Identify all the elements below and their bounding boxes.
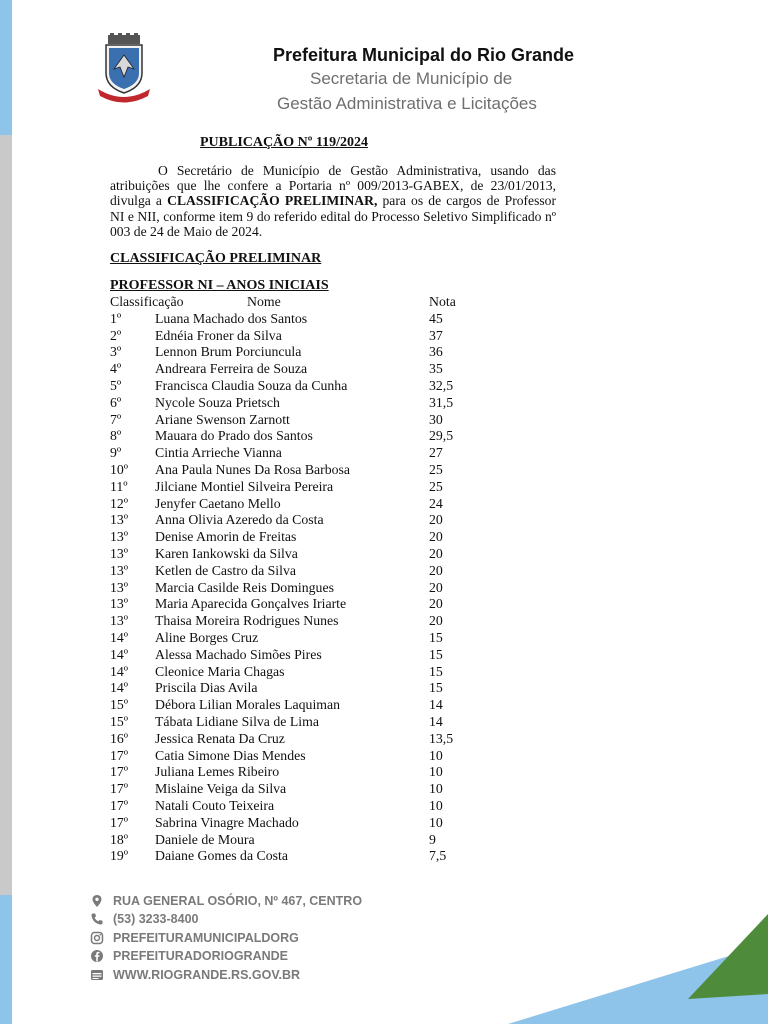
name-cell: Thaisa Moreira Rodrigues Nunes <box>155 613 339 629</box>
rank-cell: 14º <box>110 629 129 645</box>
page-title: Prefeitura Municipal do Rio Grande <box>273 45 575 65</box>
name-cell: Mislaine Veiga da Silva <box>155 781 287 797</box>
score-cell: 10 <box>429 764 443 780</box>
left-accent-bar-top <box>0 0 12 135</box>
rank-cell: 15º <box>110 713 129 729</box>
footer-address-text: RUA GENERAL OSÓRIO, Nº 467, CENTRO <box>113 894 363 908</box>
score-cell: 36 <box>429 344 443 360</box>
phone-icon <box>90 912 104 926</box>
rank-cell: 17º <box>110 781 129 797</box>
score-cell: 45 <box>429 310 443 326</box>
rank-cell: 10º <box>110 461 129 477</box>
name-cell: Nycole Souza Prietsch <box>155 394 280 410</box>
score-cell: 20 <box>429 545 443 561</box>
rank-cell: 17º <box>110 764 129 780</box>
name-cell: Juliana Lemes Ribeiro <box>155 764 280 780</box>
score-cell: 27 <box>429 445 443 461</box>
score-cell: 31,5 <box>429 394 454 410</box>
score-cell: 25 <box>429 478 443 494</box>
footer-website[interactable] <box>90 966 362 984</box>
rank-cell: 17º <box>110 747 129 763</box>
intro-text-part-1: O Secretário de Município de Gestão Administrativa, usando das atribuições que lhe confere a Portaria nº 009/2013-GABEX, de 23/01/2013, divulga a <box>110 163 556 209</box>
rank-cell: 8º <box>110 428 122 444</box>
score-cell: 29,5 <box>429 428 454 444</box>
column-header-rank: Classificação <box>110 294 184 309</box>
name-cell: Débora Lilian Morales Laquiman <box>155 697 341 713</box>
rank-cell: 17º <box>110 814 129 830</box>
rank-cell: 17º <box>110 797 129 813</box>
rank-cell: 16º <box>110 730 129 746</box>
name-cell: Denise Amorin de Freitas <box>155 529 297 545</box>
subsection-title: PROFESSOR NI – ANOS INICIAIS <box>110 278 329 293</box>
footer-contact <box>90 892 362 984</box>
score-cell: 10 <box>429 747 443 763</box>
score-cell: 32,5 <box>429 377 454 393</box>
name-cell: Jenyfer Caetano Mello <box>155 495 281 511</box>
name-cell: Ednéia Froner da Silva <box>155 327 282 343</box>
name-cell: Cintia Arrieche Vianna <box>155 445 282 461</box>
name-cell: Tábata Lidiane Silva de Lima <box>155 713 319 729</box>
rank-cell: 14º <box>110 646 129 662</box>
name-cell: Lennon Brum Porciuncula <box>155 344 302 360</box>
rank-cell: 13º <box>110 613 129 629</box>
score-cell: 20 <box>429 562 443 578</box>
score-cell: 15 <box>429 663 443 679</box>
left-accent-bar-middle <box>0 135 12 895</box>
name-cell: Ariane Swenson Zarnott <box>155 411 290 427</box>
name-cell: Ketlen de Castro da Silva <box>155 562 297 578</box>
header-subtitle-line-2: Gestão Administrativa e Licitações <box>277 94 537 113</box>
facebook-icon <box>90 949 104 963</box>
column-header-name: Nome <box>247 294 281 309</box>
section-title: CLASSIFICAÇÃO PRELIMINAR <box>110 251 322 266</box>
instagram-icon <box>90 931 104 945</box>
score-cell: 10 <box>429 814 443 830</box>
name-cell: Karen Iankowski da Silva <box>155 545 298 561</box>
footer-instagram[interactable] <box>90 929 362 947</box>
left-accent-bar-bottom <box>0 895 12 1024</box>
rank-cell: 7º <box>110 411 122 427</box>
name-cell: Luana Machado dos Santos <box>155 310 308 326</box>
rank-cell: 13º <box>110 529 129 545</box>
score-cell: 24 <box>429 495 443 511</box>
intro-text-part-2: para os de cargos de Professor NI e NII, conforme item 9 do referido edital do Processo Seletivo Simplificado nº 003 de 24 de Maio de 2024. <box>110 193 556 239</box>
footer-phone[interactable] <box>90 910 362 928</box>
name-cell: Andreara Ferreira de Souza <box>155 361 308 377</box>
municipal-crest-logo <box>96 33 152 103</box>
name-cell: Sabrina Vinagre Machado <box>155 814 299 830</box>
intro-text-bold: CLASSIFICAÇÃO PRELIMINAR, <box>167 193 378 209</box>
publication-title: PUBLICAÇÃO Nº 119/2024 <box>200 135 368 150</box>
score-cell: 13,5 <box>429 730 454 746</box>
score-cell: 20 <box>429 512 443 528</box>
rank-cell: 18º <box>110 831 129 847</box>
score-cell: 14 <box>429 697 443 713</box>
name-cell: Maria Aparecida Gonçalves Iriarte <box>155 596 347 612</box>
column-header-score: Nota <box>429 294 456 309</box>
rank-cell: 13º <box>110 596 129 612</box>
rank-cell: 1º <box>110 310 122 326</box>
rank-cell: 13º <box>110 512 129 528</box>
name-cell: Cleonice Maria Chagas <box>155 663 285 679</box>
intro-paragraph <box>110 163 556 239</box>
name-cell: Aline Borges Cruz <box>155 629 259 645</box>
name-cell: Natali Couto Teixeira <box>155 797 275 813</box>
rank-cell: 5º <box>110 377 122 393</box>
score-cell: 10 <box>429 797 443 813</box>
rank-cell: 14º <box>110 663 129 679</box>
footer-instagram-text: PREFEITURAMUNICIPALDORG <box>113 930 299 945</box>
score-cell: 7,5 <box>429 848 447 864</box>
score-cell: 15 <box>429 680 443 696</box>
score-cell: 14 <box>429 713 443 729</box>
footer-phone-text: (53) 3233-8400 <box>113 912 199 927</box>
rank-cell: 12º <box>110 495 129 511</box>
name-cell: Ana Paula Nunes Da Rosa Barbosa <box>155 461 351 477</box>
rank-cell: 13º <box>110 562 129 578</box>
score-cell: 25 <box>429 461 443 477</box>
score-cell: 15 <box>429 629 443 645</box>
rank-cell: 4º <box>110 361 122 377</box>
score-cell: 35 <box>429 361 443 377</box>
rank-cell: 2º <box>110 327 122 343</box>
rank-cell: 9º <box>110 445 122 461</box>
footer-facebook-text: PREFEITURADORIOGRANDE <box>113 949 289 964</box>
rank-cell: 13º <box>110 579 129 595</box>
header-subtitle-line-1: Secretaria de Município de <box>310 69 513 88</box>
footer-facebook[interactable] <box>90 947 362 965</box>
web-icon <box>90 968 104 982</box>
score-cell: 10 <box>429 781 443 797</box>
name-cell: Jessica Renata Da Cruz <box>155 730 285 746</box>
name-cell: Catia Simone Dias Mendes <box>155 747 306 763</box>
name-cell: Anna Olivia Azeredo da Costa <box>155 512 324 528</box>
rank-cell: 3º <box>110 344 122 360</box>
name-cell: Daiane Gomes da Costa <box>155 848 288 864</box>
score-cell: 20 <box>429 529 443 545</box>
rank-cell: 19º <box>110 848 129 864</box>
corner-decoration <box>508 904 768 1024</box>
score-cell: 37 <box>429 327 443 343</box>
name-cell: Priscila Dias Avila <box>155 680 258 696</box>
map-pin-icon <box>90 894 104 908</box>
name-cell: Mauara do Prado dos Santos <box>155 428 313 444</box>
name-cell: Marcia Casilde Reis Domingues <box>155 579 334 595</box>
score-cell: 30 <box>429 411 443 427</box>
name-cell: Alessa Machado Simões Pires <box>155 646 322 662</box>
rank-cell: 11º <box>110 478 128 494</box>
footer-address <box>90 892 362 910</box>
name-cell: Francisca Claudia Souza da Cunha <box>155 377 348 393</box>
rank-cell: 13º <box>110 545 129 561</box>
rank-cell: 15º <box>110 697 129 713</box>
rank-cell: 14º <box>110 680 129 696</box>
footer-website-text: WWW.RIOGRANDE.RS.GOV.BR <box>113 967 301 982</box>
name-cell: Daniele de Moura <box>155 831 255 847</box>
score-cell: 9 <box>429 831 436 847</box>
score-cell: 15 <box>429 646 443 662</box>
name-cell: Jilciane Montiel Silveira Pereira <box>155 478 334 494</box>
score-cell: 20 <box>429 579 443 595</box>
rank-cell: 6º <box>110 394 122 410</box>
score-cell: 20 <box>429 613 443 629</box>
score-cell: 20 <box>429 596 443 612</box>
